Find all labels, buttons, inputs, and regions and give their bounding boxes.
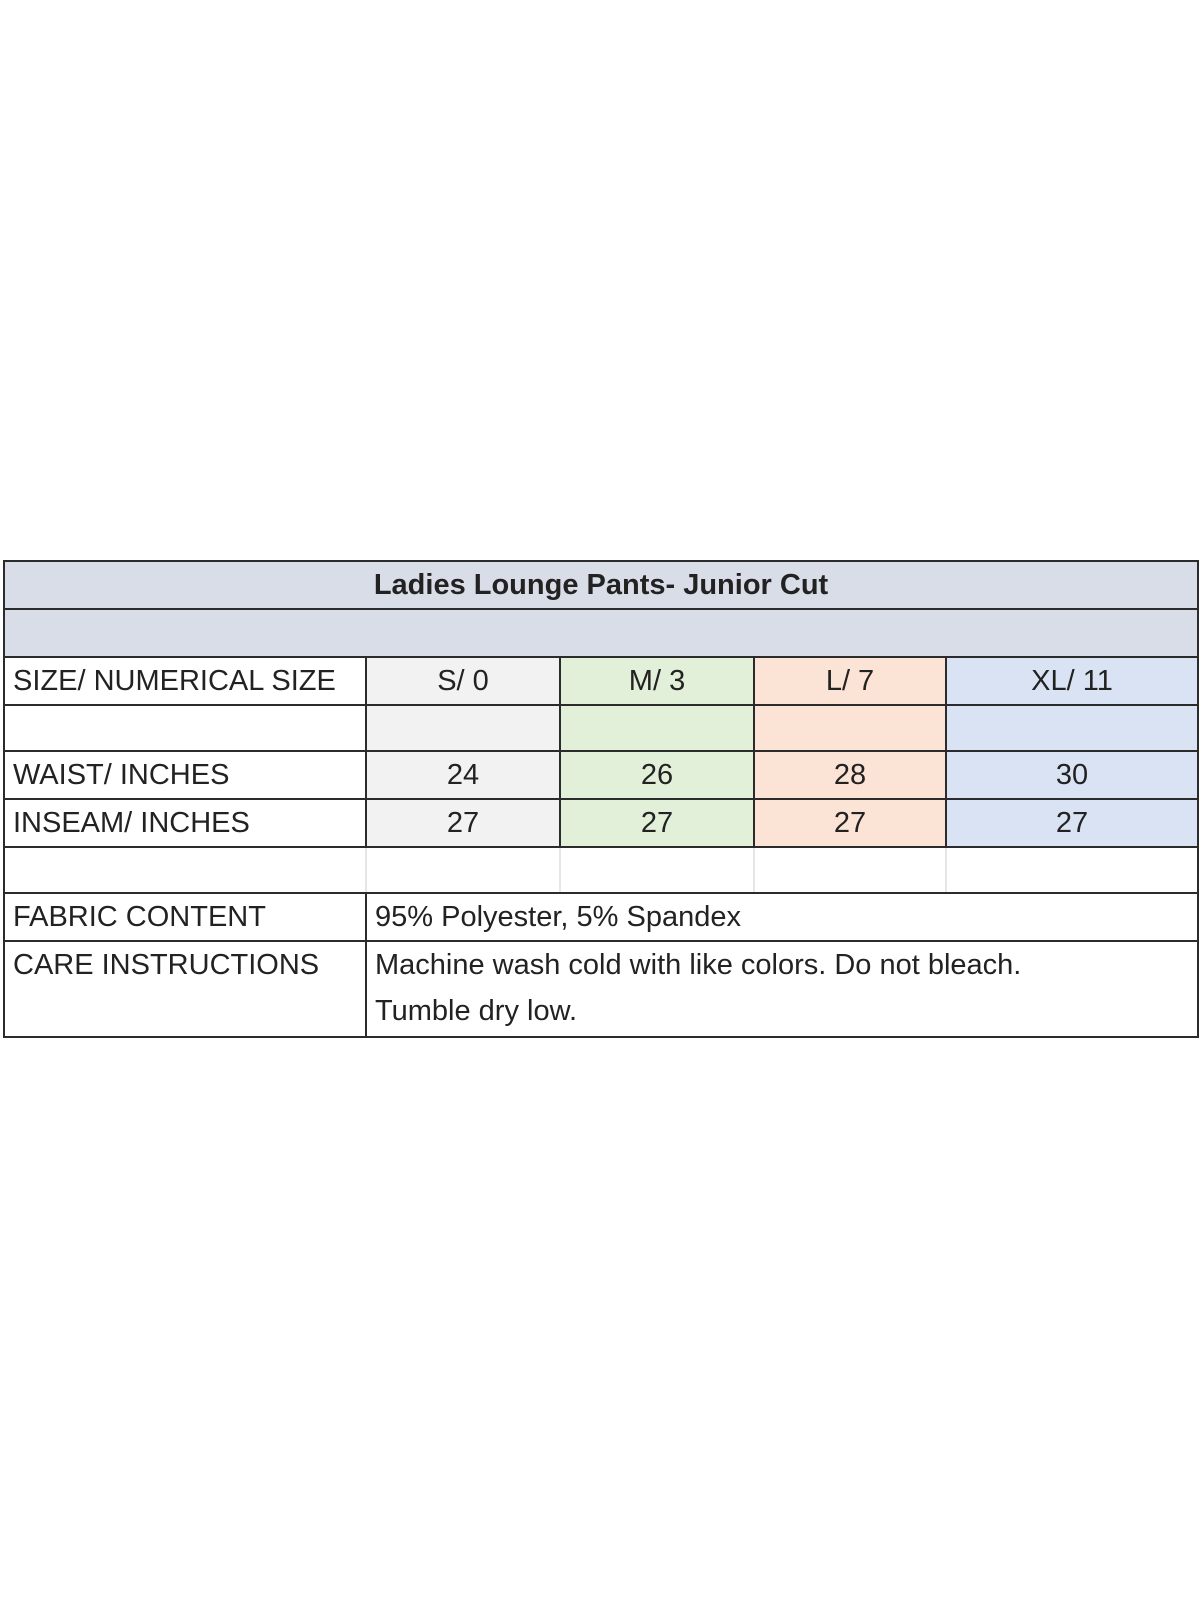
blank-cell [754, 847, 946, 893]
blank-cell [4, 705, 366, 751]
waist-value: 26 [560, 751, 754, 799]
care-line: Tumble dry low. [375, 995, 577, 1027]
waist-row-label: WAIST/ INCHES [4, 751, 366, 799]
blank-header-cell [4, 609, 1198, 657]
inseam-value: 27 [560, 799, 754, 847]
size-chart-table [3, 560, 1199, 1038]
blank-cell [4, 847, 366, 893]
blank-cell [560, 847, 754, 893]
title-row [4, 561, 1198, 609]
size-cell: XL/ 11 [946, 657, 1198, 705]
waist-row [4, 751, 1198, 799]
fabric-row [4, 893, 1198, 941]
care-label: CARE INSTRUCTIONS [4, 941, 366, 1037]
blank-cell [560, 705, 754, 751]
blank-cell [366, 847, 560, 893]
care-line: Machine wash cold with like colors. Do not bleach. [375, 949, 1022, 981]
inseam-row [4, 799, 1198, 847]
blank-colored-row [4, 705, 1198, 751]
blank-header-row [4, 609, 1198, 657]
blank-cell [366, 705, 560, 751]
fabric-label: FABRIC CONTENT [4, 893, 366, 941]
care-value [366, 941, 1198, 1037]
waist-value: 24 [366, 751, 560, 799]
waist-value: 28 [754, 751, 946, 799]
size-row-label: SIZE/ NUMERICAL SIZE [4, 657, 366, 705]
size-cell: S/ 0 [366, 657, 560, 705]
inseam-value: 27 [754, 799, 946, 847]
blank-cell [946, 847, 1198, 893]
inseam-value: 27 [946, 799, 1198, 847]
blank-cell [946, 705, 1198, 751]
fabric-value: 95% Polyester, 5% Spandex [366, 893, 1198, 941]
size-row [4, 657, 1198, 705]
size-cell: M/ 3 [560, 657, 754, 705]
inseam-row-label: INSEAM/ INCHES [4, 799, 366, 847]
blank-white-row [4, 847, 1198, 893]
care-row [4, 941, 1198, 1037]
waist-value: 30 [946, 751, 1198, 799]
inseam-value: 27 [366, 799, 560, 847]
blank-cell [754, 705, 946, 751]
size-cell: L/ 7 [754, 657, 946, 705]
table-title: Ladies Lounge Pants- Junior Cut [4, 561, 1198, 609]
